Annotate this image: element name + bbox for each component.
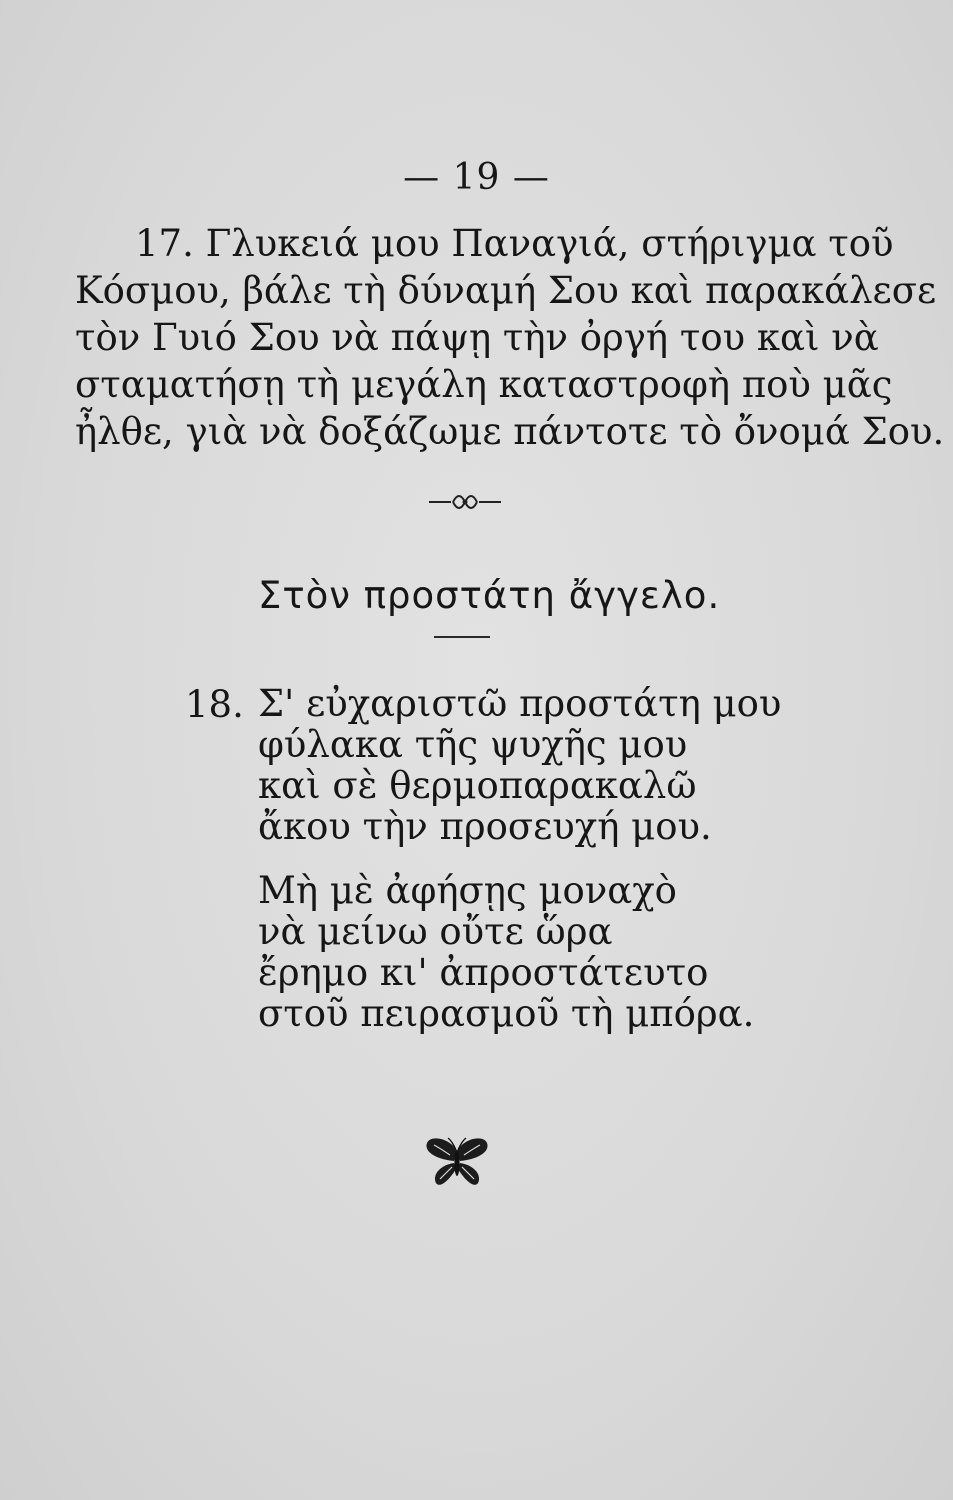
fleuron-ornament-icon — [425, 482, 505, 522]
section-title: Στὸν προστάτη ἄγγελο. — [258, 574, 721, 617]
verse-line: φύλακα τῆς ψυχῆς μου — [258, 723, 688, 766]
prayer-17-line: 17. Γλυκειά μου Παναγιά, στήριγμα τοῦ — [135, 222, 894, 265]
title-divider — [434, 636, 490, 638]
prayer-18-number: 18. — [185, 683, 244, 726]
prayer-18-stanza-2 — [258, 870, 858, 1034]
verse-line: ἔρημο κι' ἀπροστάτευτο — [258, 951, 709, 994]
prayer-17-line: Κόσμου, βάλε τὴ δύναμή Σου καὶ παρακάλεσε — [75, 269, 937, 312]
page-number: — 19 — — [403, 157, 550, 198]
verse-line: νὰ μείνω οὔτε ὥρα — [258, 910, 613, 953]
verse-line: καὶ σὲ θερμοπαρακαλῶ — [258, 764, 697, 807]
verse-line: Σ' εὐχαριστῶ προστάτη μου — [258, 682, 782, 725]
butterfly-icon — [424, 1135, 490, 1187]
verse-line: στοῦ πειρασμοῦ τὴ μπόρα. — [258, 992, 755, 1035]
prayer-17-line: σταματήσῃ τὴ μεγάλη καταστροφὴ ποὺ μᾶς — [75, 363, 893, 406]
prayer-17-line: τὸν Γυιό Σου νὰ πάψῃ τὴν ὀργή του καὶ νὰ — [75, 316, 879, 359]
verse-line: ἄκου τὴν προσευχή μου. — [258, 805, 712, 848]
prayer-18-stanza-1 — [258, 683, 858, 847]
verse-line: Μὴ μὲ ἀφήσῃς μοναχὸ — [258, 869, 677, 912]
prayer-17-line: ἦλθε, γιὰ νὰ δοξάζωμε πάντοτε τὸ ὄνομά Σου. — [75, 410, 945, 453]
prayer-17 — [75, 220, 945, 455]
